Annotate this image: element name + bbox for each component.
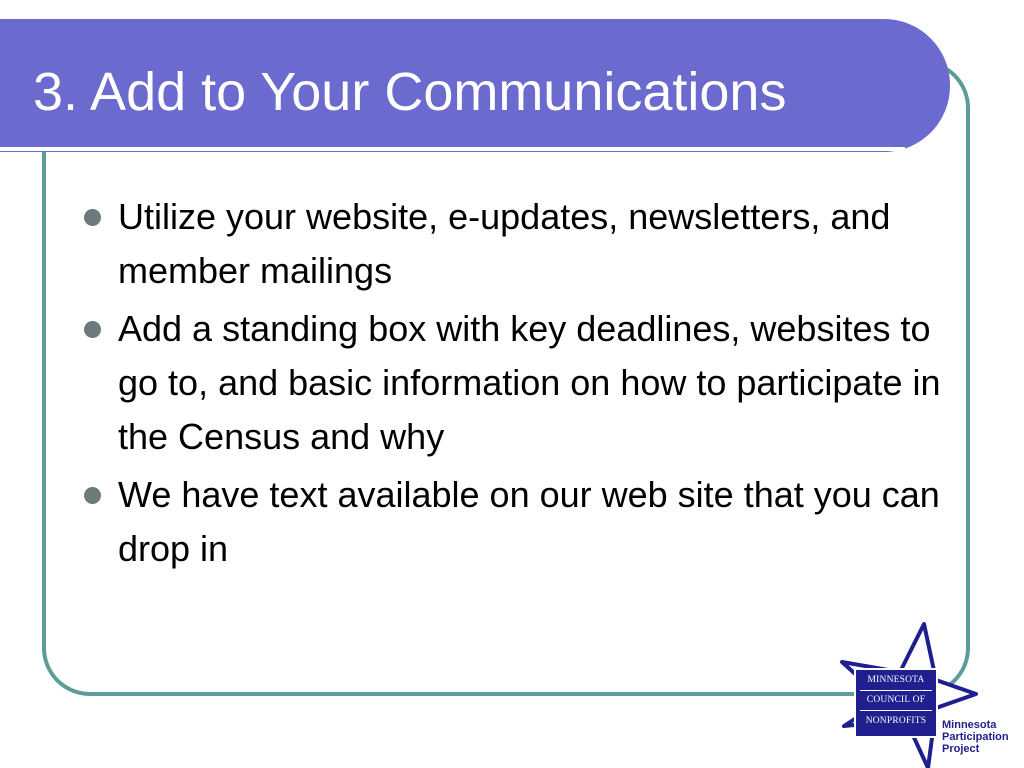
logo-divider	[860, 690, 932, 691]
bullet-text: We have text available on our web site that you can drop in	[118, 474, 940, 569]
bullet-dot-icon	[84, 487, 101, 504]
project-name-line: Minnesota	[942, 719, 997, 731]
project-name	[942, 719, 1009, 755]
bullet-item	[84, 190, 944, 298]
bullet-item	[84, 302, 944, 464]
logo-text-line: COUNCIL OF	[866, 695, 926, 705]
logo-divider	[860, 710, 932, 711]
logo-text-line: MINNESOTA	[867, 675, 925, 685]
logo-badge	[854, 668, 938, 738]
slide-title: 3. Add to Your Communications	[33, 62, 787, 122]
project-name-line: Project	[942, 743, 980, 755]
bullet-text: Utilize your website, e-updates, newsletters, and member mailings	[118, 196, 891, 291]
bullet-item	[84, 468, 944, 576]
title-underline	[0, 147, 905, 151]
bullet-dot-icon	[84, 209, 101, 226]
organization-logo	[836, 622, 1024, 768]
bullet-list	[84, 190, 944, 580]
title-bar	[0, 19, 950, 152]
project-name-line: Participation	[942, 731, 1009, 743]
logo-text-line: NONPROFITS	[865, 716, 927, 726]
bullet-dot-icon	[84, 321, 101, 338]
bullet-text: Add a standing box with key deadlines, websites to go to, and basic information on how to participate in the Census and why	[118, 308, 941, 457]
